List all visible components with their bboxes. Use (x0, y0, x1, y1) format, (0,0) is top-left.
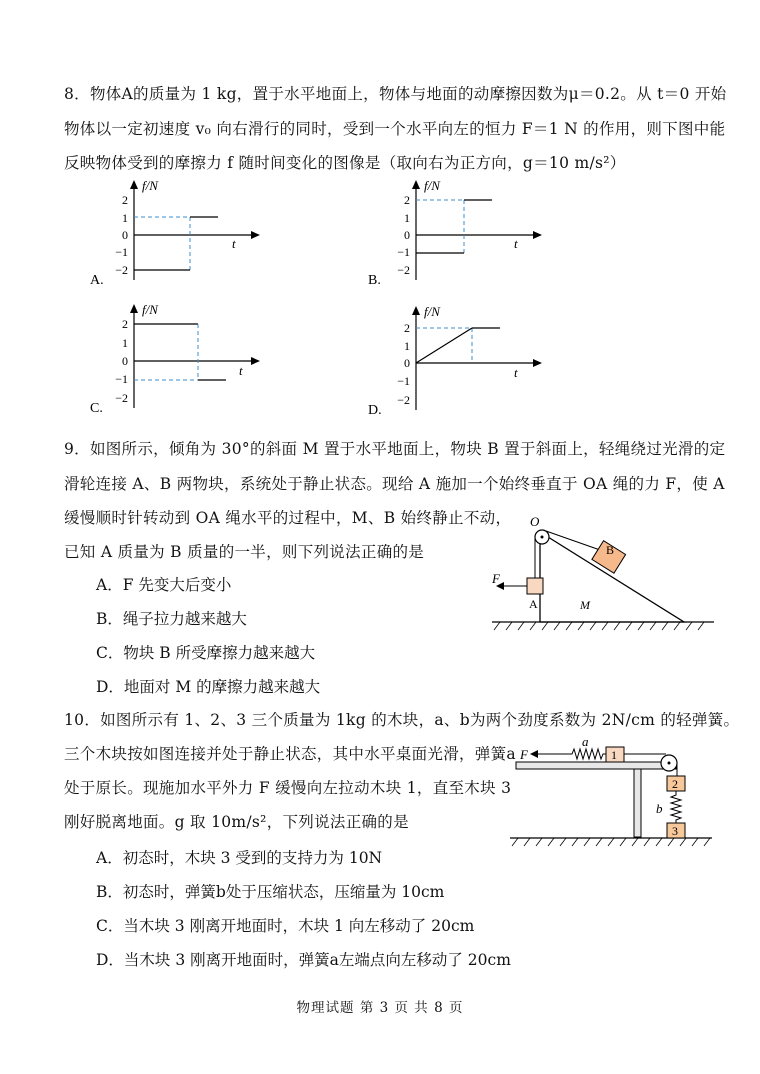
svg-text:0: 0 (404, 228, 410, 242)
graph-c-xlabel: t (239, 363, 243, 378)
graph-a-label: A. (90, 273, 104, 288)
svg-text:−2: −2 (115, 263, 128, 277)
graph-b-label: B. (368, 273, 381, 288)
q9-line-2: 滑轮连接 A、B 两物块，系统处于静止状态。现给 A 施加一个始终垂直于 OA 绳的力 F，使 A (64, 475, 725, 493)
q8-line-3: 反映物体受到的摩擦力 f 随时间变化的图像是（取向右为正方向，g＝10 m/s²） (64, 154, 626, 172)
svg-text:−2: −2 (115, 391, 128, 405)
q9-figure-incline (488, 512, 718, 636)
label-b: B (606, 543, 615, 557)
graph-d (364, 302, 554, 420)
svg-text:2: 2 (404, 321, 410, 335)
graph-a (82, 176, 272, 291)
graph-d-ylabel: f/N (424, 304, 440, 319)
svg-text:1: 1 (611, 748, 617, 762)
graph-d-xlabel: t (514, 365, 518, 380)
svg-text:3: 3 (672, 824, 678, 838)
q10-line-4: 刚好脱离地面。g 取 10m/s²，下列说法正确的是 (64, 813, 409, 831)
q9-line-1: 9．如图所示，倾角为 30°的斜面 M 置于水平地面上，物块 B 置于斜面上，轻绳绕过光滑的定 (64, 440, 726, 458)
q9-option-c[interactable]: C．物块 B 所受摩擦力越来越大 (96, 644, 316, 662)
label-o: O (530, 514, 540, 529)
label-spring-b: b (656, 801, 663, 816)
svg-text:0: 0 (122, 228, 128, 242)
q10-figure-springs (506, 734, 718, 854)
q10-option-d[interactable]: D．当木块 3 刚离开地面时，弹簧a左端点向左移动了 20cm (96, 951, 511, 969)
svg-text:1: 1 (404, 211, 410, 225)
q10-option-c[interactable]: C．当木块 3 刚离开地面时，木块 1 向左移动了 20cm (96, 917, 475, 935)
q8-line-1: 8．物体A的质量为 1 kg，置于水平地面上，物体与地面的动摩擦因数为μ＝0.2。从 t＝0 开始 (64, 85, 727, 103)
graph-a-xlabel: t (232, 236, 236, 251)
svg-text:2: 2 (122, 193, 128, 207)
graph-a-ylabel: f/N (142, 178, 158, 193)
q10-line-3: 处于原长。现施加水平外力 F 缓慢向左拉动木块 1，直至木块 3 (64, 779, 512, 797)
q9-option-b[interactable]: B．绳子拉力越来越大 (96, 610, 247, 628)
q10-line-1: 10．如图所示有 1、2、3 三个质量为 1kg 的木块，a、b为两个劲度系数为 2N/cm 的轻弹簧。 (64, 711, 740, 729)
graph-b-xlabel: t (514, 236, 518, 251)
q10-line-2: 三个木块按如图连接并处于静止状态，其中水平桌面光滑，弹簧a (64, 745, 516, 763)
svg-text:−2: −2 (397, 263, 410, 277)
spring-a (566, 749, 606, 759)
svg-text:2: 2 (404, 193, 410, 207)
svg-text:0: 0 (404, 356, 410, 370)
svg-text:2: 2 (672, 777, 678, 791)
svg-text:−1: −1 (115, 245, 128, 259)
q10-option-a[interactable]: A．初态时，木块 3 受到的支持力为 10N (96, 849, 383, 867)
svg-text:1: 1 (122, 211, 128, 225)
q9-option-d[interactable]: D．地面对 M 的摩擦力越来越大 (96, 678, 321, 696)
q8-line-2: 物体以一定初速度 v₀ 向右滑行的同时，受到一个水平向左的恒力 F＝1 N 的作用，则下图中能 (64, 120, 726, 138)
svg-text:−1: −1 (397, 245, 410, 259)
graph-d-label: D. (368, 403, 382, 418)
q10-option-b[interactable]: B．初态时，弹簧b处于压缩状态，压缩量为 10cm (96, 883, 445, 901)
label-spring-a: a (582, 734, 589, 749)
q9-line-4: 已知 A 质量为 B 质量的一半，则下列说法正确的是 (64, 543, 425, 561)
graph-c-ylabel: f/N (142, 302, 158, 317)
page-footer: 物理试题 第 3 页 共 8 页 (296, 1000, 464, 1016)
spring-b (671, 791, 681, 823)
q9-option-a[interactable]: A．F 先变大后变小 (96, 576, 232, 594)
label-force-f: F (520, 747, 528, 762)
q9-line-3: 缓慢顺时针转动到 OA 绳水平的过程中，M、B 始终静止不动， (64, 509, 512, 527)
svg-text:−2: −2 (397, 393, 410, 407)
label-a: A (529, 597, 538, 611)
svg-text:1: 1 (404, 339, 410, 353)
block-a (527, 578, 543, 594)
label-m: M (580, 598, 590, 612)
svg-text:−1: −1 (397, 374, 410, 388)
label-f: F (492, 571, 500, 586)
svg-text:1: 1 (122, 336, 128, 350)
graph-b (364, 176, 554, 291)
svg-text:0: 0 (122, 354, 128, 368)
table-leg (634, 769, 641, 837)
graph-c-label: C. (90, 401, 103, 416)
svg-text:−1: −1 (115, 372, 128, 386)
table-top (516, 762, 676, 769)
graph-c (82, 300, 272, 418)
svg-text:2: 2 (122, 317, 128, 331)
graph-b-ylabel: f/N (424, 178, 440, 193)
